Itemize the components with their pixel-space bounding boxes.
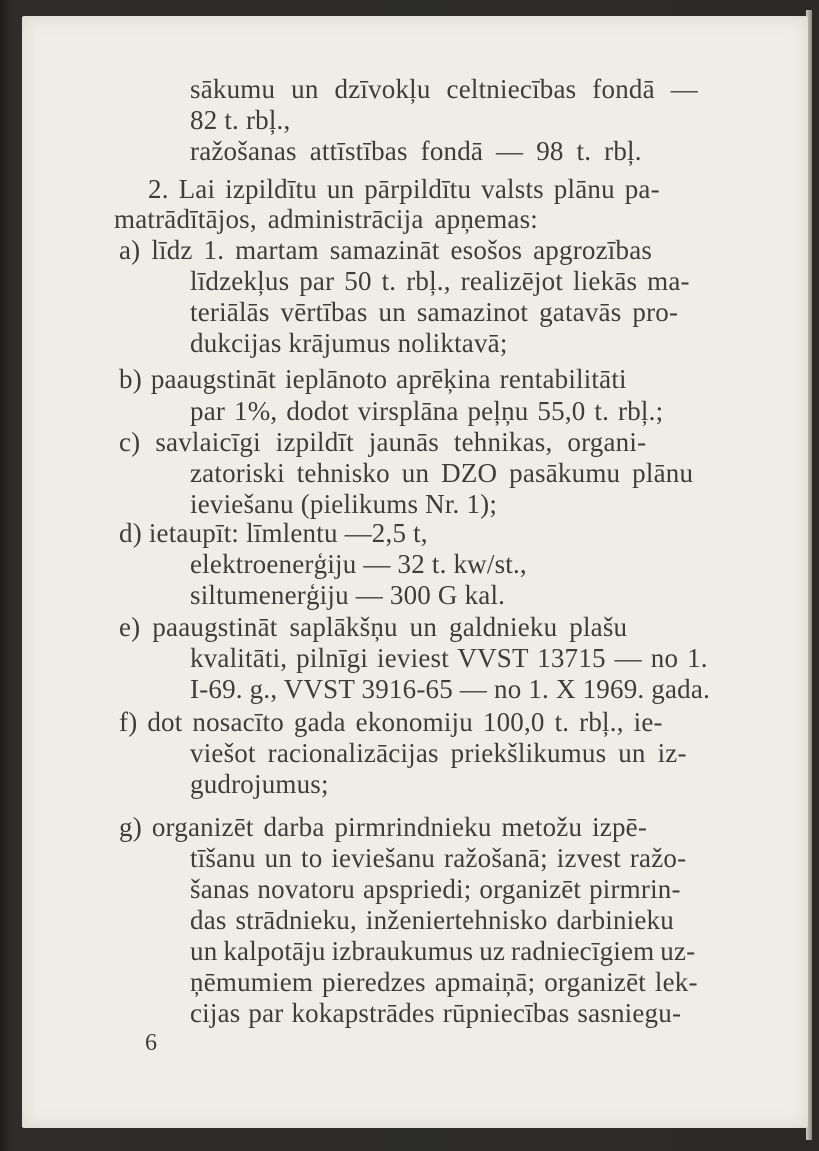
text-line: g) organizēt darba pirmrindnieku metožu izpē- — [119, 812, 648, 842]
page-number: 6 — [145, 1030, 157, 1056]
text-line: par 1%, dodot virsplāna peļņu 55,0 t. rbļ.; — [190, 396, 664, 426]
text-line: un kalpotāju izbraukumus uz radniecīgiem uz- — [190, 936, 696, 966]
text-line: e) paaugstināt saplākšņu un galdnieku plašu — [119, 612, 628, 642]
text-line: b) paaugstināt ieplānoto aprēķina rentabilitāti — [119, 364, 627, 394]
text-line: c) savlaicīgi izpildīt jaunās tehnikas, organi- — [119, 427, 647, 457]
text-line: matrādītājos, administrācija apņemas: — [114, 204, 539, 234]
text-line: ieviešanu (pielikums Nr. 1); — [190, 489, 498, 519]
text-line: līdzekļus par 50 t. rbļ., realizējot liekās ma- — [190, 266, 690, 296]
text-line: sākumu un dzīvokļu celtniecības fondā — — [190, 74, 698, 104]
text-line: ņēmumiem pieredzes apmaiņā; organizēt lek- — [190, 967, 698, 997]
text-line: f) dot nosacīto gada ekonomiju 100,0 t. rbļ., ie- — [119, 707, 663, 737]
text-line: kvalitāti, pilnīgi ieviest VVST 13715 — no 1. — [190, 643, 708, 673]
text-line: a) līdz 1. martam samazināt esošos apgrozības — [119, 235, 653, 265]
text-line: cijas par kokapstrādes rūpniecības sasniegu- — [190, 998, 682, 1028]
text-line: I-69. g., VVST 3916-65 — no 1. X 1969. gada. — [190, 674, 711, 704]
text-line: tīšanu un to ieviešanu ražošanā; izvest ražo- — [190, 843, 687, 873]
text-line: zatoriski tehnisko un DZO pasākumu plānu — [190, 458, 694, 488]
text-line: ražošanas attīstības fondā — 98 t. rbļ. — [190, 136, 642, 166]
text-line: 82 t. rbļ., — [190, 105, 291, 135]
text-line: 2. Lai izpildītu un pārpildītu valsts plānu pa- — [148, 174, 660, 204]
text-line: d) ietaupīt: līmlentu —2,5 t, — [119, 518, 428, 548]
text-line: šanas novatoru apspriedi; organizēt pirmrin- — [190, 874, 681, 904]
text-line: siltumenerģiju — 300 G kal. — [190, 580, 506, 610]
text-line: das strādnieku, inženiertehnisko darbinieku — [190, 905, 674, 935]
text-line: teriālās vērtības un samazinot gatavās pro- — [190, 297, 679, 327]
text-line: viešot racionalizācijas priekšlikumus un iz- — [190, 738, 687, 768]
text-line: dukcijas krājumus noliktavā; — [190, 328, 508, 358]
text-line: elektroenerģiju — 32 t. kw/st., — [190, 549, 527, 579]
text-line: gudrojumus; — [190, 769, 329, 799]
